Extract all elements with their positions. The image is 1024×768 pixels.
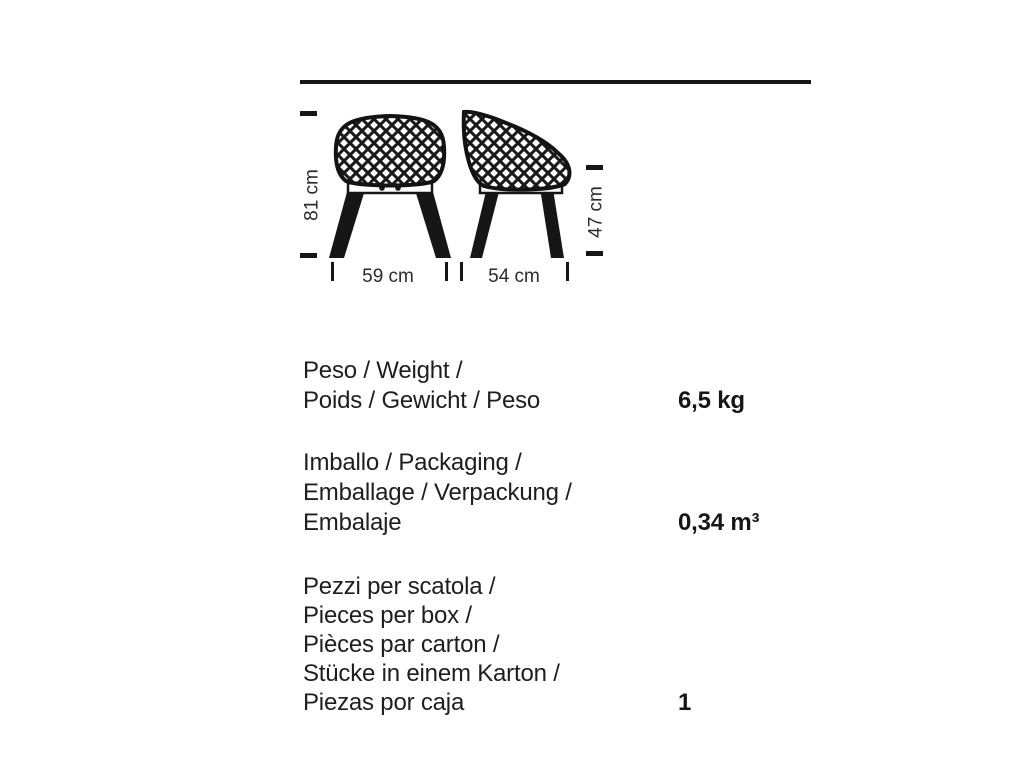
seat-height-tick-bottom bbox=[586, 251, 603, 256]
width-tick-right bbox=[445, 262, 448, 281]
height-tick-top bbox=[300, 111, 317, 116]
packaging-label-line: Emballage / Verpackung / bbox=[303, 479, 572, 506]
pieces-per-box-label bbox=[303, 572, 560, 717]
depth-dimension-label: 54 cm bbox=[488, 266, 540, 287]
seat-height-tick-top bbox=[586, 165, 603, 170]
chair-side-view-icon bbox=[464, 112, 570, 258]
weight-label-line: Poids / Gewicht / Peso bbox=[303, 387, 541, 414]
packaging-value: 0,34 m³ bbox=[678, 509, 760, 536]
chair-front-view-icon bbox=[329, 116, 451, 258]
packaging-label bbox=[303, 448, 572, 538]
pieces-label-line: Pezzi per scatola / bbox=[303, 573, 496, 600]
seat-height-dimension-label: 47 cm bbox=[585, 186, 607, 238]
width-tick-left bbox=[331, 262, 334, 281]
packaging-label-line: Imballo / Packaging / bbox=[303, 449, 522, 476]
pieces-label-line: Pièces par carton / bbox=[303, 631, 500, 658]
pieces-label-line: Pieces per box / bbox=[303, 602, 472, 629]
height-dimension-label: 81 cm bbox=[301, 169, 323, 221]
pieces-label-line: Stücke in einem Karton / bbox=[303, 660, 560, 687]
pieces-label-line: Piezas por caja bbox=[303, 689, 465, 716]
depth-tick-left bbox=[460, 262, 463, 281]
weight-label bbox=[303, 356, 540, 416]
packaging-label-line: Embalaje bbox=[303, 509, 402, 536]
pieces-per-box-value: 1 bbox=[678, 689, 692, 716]
chair-dimension-diagram bbox=[290, 95, 620, 295]
weight-label-line: Peso / Weight / bbox=[303, 357, 463, 384]
height-tick-bottom bbox=[300, 253, 317, 258]
weight-value: 6,5 kg bbox=[678, 387, 745, 414]
width-dimension-label: 59 cm bbox=[362, 266, 414, 287]
top-rule bbox=[300, 80, 811, 84]
depth-tick-right bbox=[566, 262, 569, 281]
